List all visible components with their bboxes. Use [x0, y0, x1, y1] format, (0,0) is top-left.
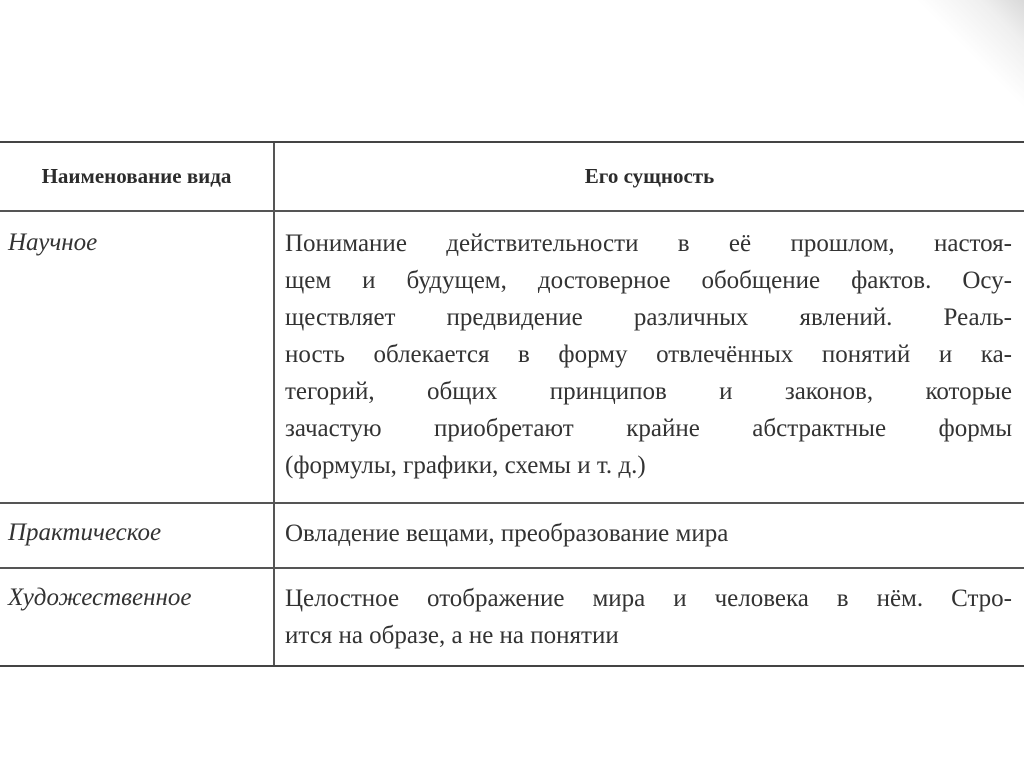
desc-line: Понимание действительности в её прошлом, настоя-: [285, 230, 1012, 257]
header-divider: [0, 210, 1024, 212]
column-divider: [273, 143, 275, 665]
row-desc-scientific: [285, 225, 1012, 484]
row-divider: [0, 502, 1024, 504]
desc-line: (формулы, графики, схемы и т. д.): [285, 452, 646, 479]
row-desc-artistic: [285, 580, 1012, 654]
desc-line: зачастую приобретают крайне абстрактные формы: [285, 415, 1012, 442]
desc-line: Целостное отображение мира и человека в нём. Стро-: [285, 585, 1012, 612]
desc-line: ность облекается в форму отвлечённых понятий и ка-: [285, 341, 1012, 368]
desc-line: ществляет предвидение различных явлений. Реаль-: [285, 304, 1012, 331]
header-essence: Его сущность: [584, 164, 715, 188]
row-name-artistic: Художественное: [8, 584, 192, 611]
page-corner-shadow: [904, 0, 1024, 120]
row-name-scientific: Научное: [8, 229, 98, 256]
row-divider: [0, 567, 1024, 569]
desc-line: тегорий, общих принципов и законов, которые: [285, 378, 1012, 405]
desc-line: щем и будущем, достоверное обобщение фактов. Осу-: [285, 267, 1012, 294]
header-name: Наименование вида: [41, 164, 232, 188]
row-desc-practical: [285, 515, 1012, 552]
comparison-table: [0, 141, 1024, 667]
desc-line: Овладение вещами, преобразование мира: [285, 520, 729, 547]
row-name-practical: Практическое: [8, 519, 162, 546]
desc-line: ится на образе, а не на понятии: [285, 622, 619, 649]
